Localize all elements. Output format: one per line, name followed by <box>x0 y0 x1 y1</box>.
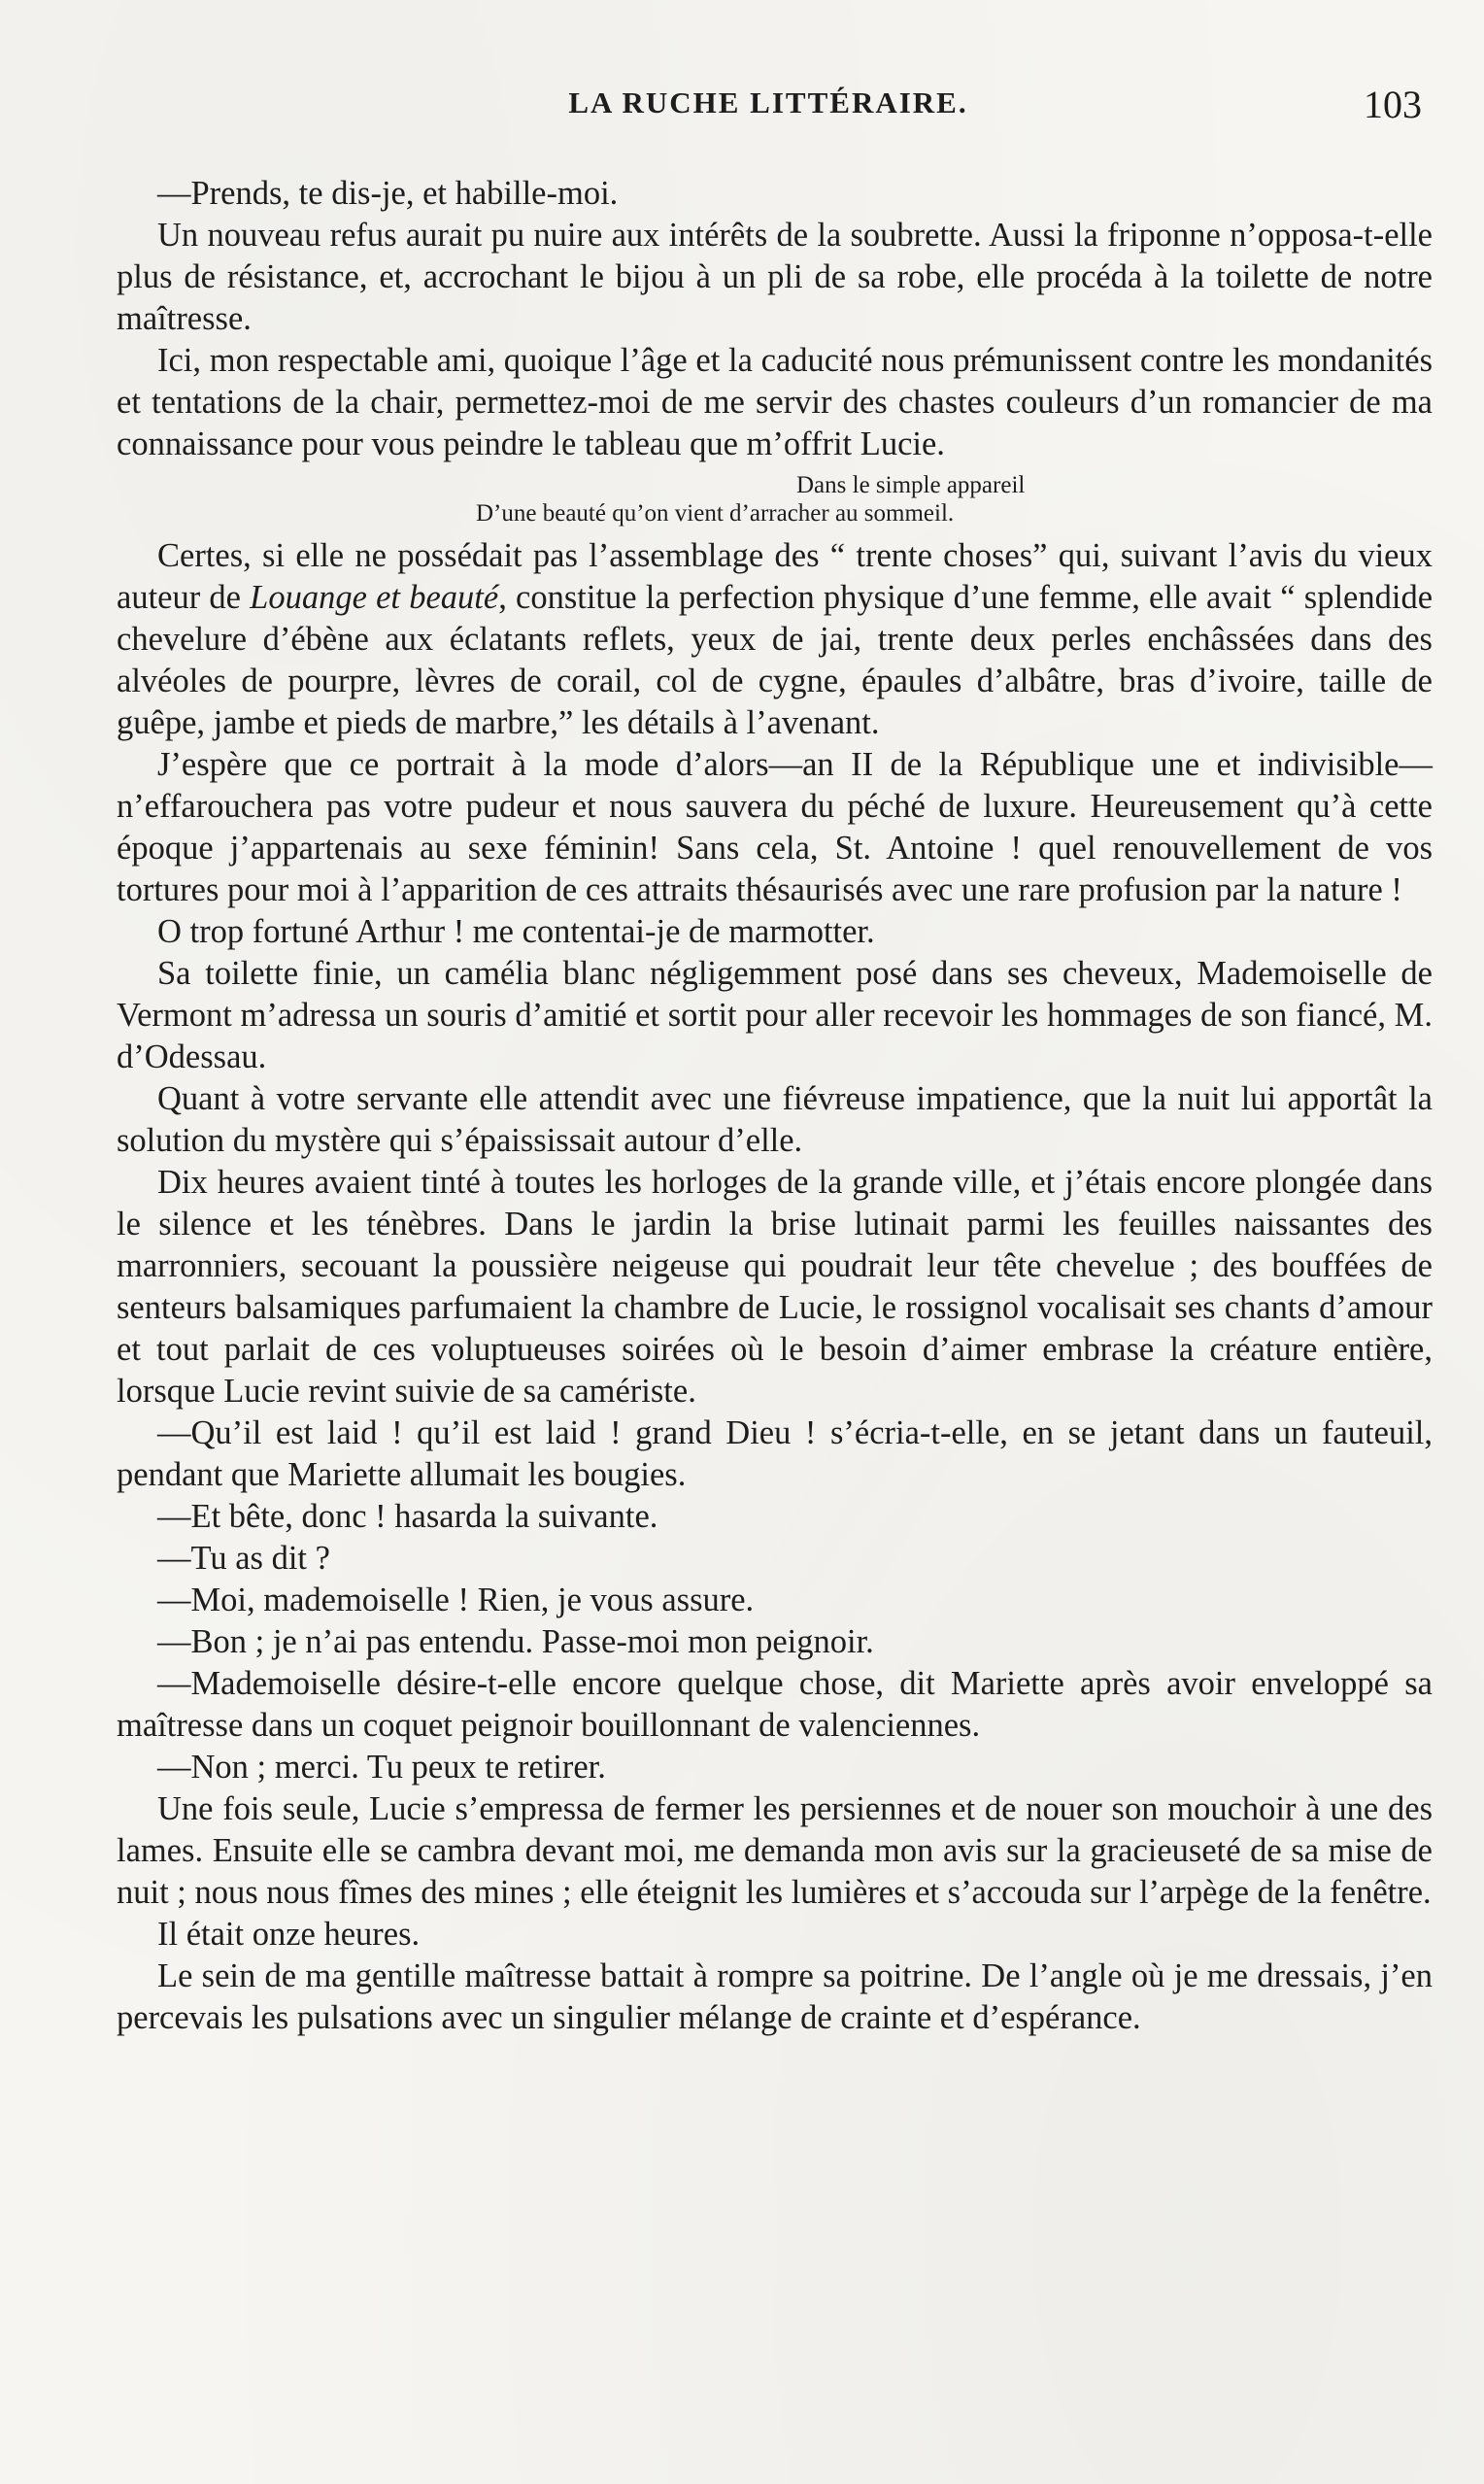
paragraph: —Prends, te dis-je, et habille-moi. <box>157 175 619 212</box>
portrait-text: Certes, si elle ne possédait pas l’assemblage des “ trente choses” qui, suivant l’avis du vieux auteur de <box>117 537 1433 616</box>
paragraph: —Mademoiselle désire-t-elle encore quelque chose, dit Mariette après avoir enveloppé sa maîtresse dans un coquet peignoir bouillonnant de valenciennes. <box>117 1665 1433 1744</box>
portrait-text: , constitue la perfection physique d’une femme, elle avait “ splendide chevelure d’ébène aux éclatants reflets, yeux de jai, trente deux perles enchâssées dans des alvéoles de pourpre, lèvres de corail, col de cygne, épaules d’albâtre, bras d’ivoire, taille de guêpe, jambe et pieds de marbre,” les détails à l’avenant. <box>117 579 1433 741</box>
page-header <box>115 85 1422 134</box>
paragraph: —Tu as dit ? <box>157 1540 330 1577</box>
verse-line: D’une beauté qu’on vient d’arracher au sommeil. <box>476 500 955 527</box>
paragraph: Dix heures avaient tinté à toutes les horloges de la grande ville, et j’étais encore plongée dans le silence et les ténèbres. Dans le jardin la brise lutinait parmi les feuilles naissantes des marronniers, secouant la poussière neigeuse qui poudrait leur tête chevelue ; des bouffées de senteurs balsamiques parfumaient la chambre de Lucie, le rossignol vocalisait ses chants d’amour et tout parlait de ces voluptueuses soirées où le besoin d’aimer embrase la créature entière, lorsque Lucie revint suivie de sa camériste. <box>117 1164 1433 1410</box>
paragraph: Quant à votre servante elle attendit avec une fiévreuse impatience, que la nuit lui apportât la solution du mystère qui s’épaississait autour d’elle. <box>117 1080 1433 1159</box>
paragraph: —Moi, mademoiselle ! Rien, je vous assure. <box>157 1582 755 1618</box>
paragraph: —Qu’il est laid ! qu’il est laid ! grand Dieu ! s’écria-t-elle, en se jetant dans un fauteuil, pendant que Mariette allumait les bougies. <box>117 1414 1433 1493</box>
paragraph: Une fois seule, Lucie s’empressa de fermer les persiennes et de nouer son mouchoir à une des lames. Ensuite elle se cambra devant moi, me demanda mon avis sur la gracieuseté de sa mise de nuit ; nous nous fîmes des mines ; elle éteignit les lumières et s’accouda sur l’arpège de la fenêtre. <box>117 1790 1433 1911</box>
book-title: Louange et beauté <box>250 579 499 616</box>
paragraph: Il était onze heures. <box>157 1916 421 1953</box>
verse-quote <box>117 471 1433 527</box>
paragraph-portrait <box>117 535 1433 744</box>
paragraph: Sa toilette finie, un camélia blanc négligemment posé dans ses cheveux, Mademoiselle de Vermont m’adressa un souris d’amitié et sortit pour aller recevoir les hommages de son fiancé, M. d’Odessau. <box>117 955 1433 1075</box>
paragraph: J’espère que ce portrait à la mode d’alors—an II de la République une et indivisible—n’effarouchera pas votre pudeur et nous sauvera du péché de luxure. Heureusement qu’à cette époque j’appartenais au sexe féminin! Sans cela, St. Antoine ! quel renouvellement de vos tortures pour moi à l’apparition de ces attraits thésaurisés avec une rare profusion par la nature ! <box>117 746 1433 908</box>
running-title: LA RUCHE LITTÉRAIRE. <box>568 85 968 119</box>
paragraph: —Bon ; je n’ai pas entendu. Passe-moi mon peignoir. <box>157 1623 874 1660</box>
paragraph: —Non ; merci. Tu peux te retirer. <box>157 1749 606 1786</box>
verse-line: Dans le simple appareil <box>796 472 1026 498</box>
paragraph: O trop fortuné Arthur ! me contentai-je de marmotter. <box>157 913 875 950</box>
body-text <box>117 173 1433 2039</box>
paragraph: Ici, mon respectable ami, quoique l’âge et la caducité nous prémunissent contre les mondanités et tentations de la chair, permettez-moi de me servir des chastes couleurs d’un romancier de ma connaissance pour vous peindre le tableau que m’offrit Lucie. <box>117 342 1433 462</box>
paragraph: Un nouveau refus aurait pu nuire aux intérêts de la soubrette. Aussi la friponne n’opposa-t-elle plus de résistance, et, accrochant le bijou à un pli de sa robe, elle procéda à la toilette de notre maîtresse. <box>117 217 1433 337</box>
page-number: 103 <box>1364 83 1422 126</box>
paragraph: —Et bête, donc ! hasarda la suivante. <box>157 1498 658 1535</box>
paragraph: Le sein de ma gentille maîtresse battait à rompre sa poitrine. De l’angle où je me dressais, j’en percevais les pulsations avec un singulier mélange de crainte et d’espérance. <box>117 1957 1433 2036</box>
